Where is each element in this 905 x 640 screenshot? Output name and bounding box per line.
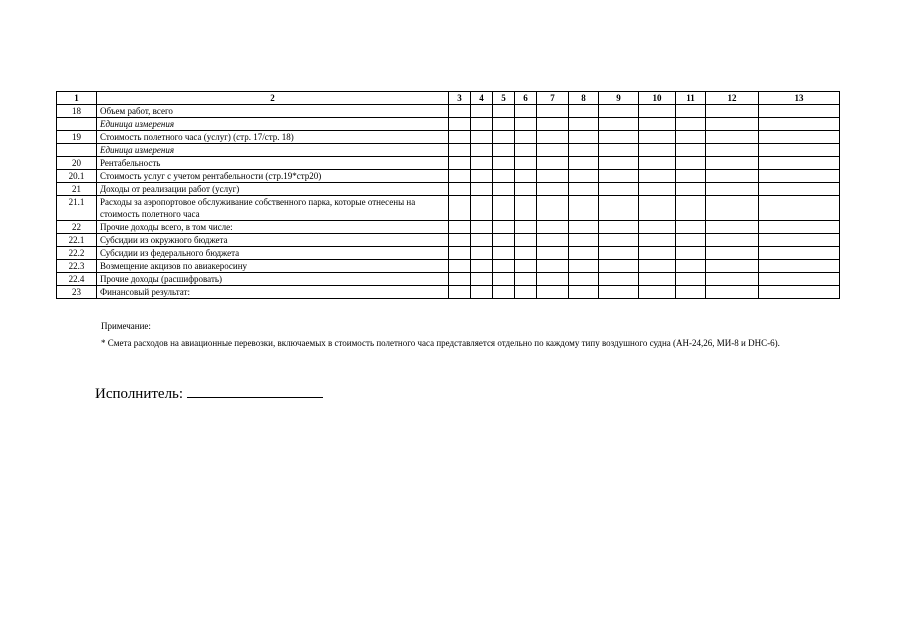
value-cell[interactable] <box>449 273 471 286</box>
value-cell[interactable] <box>569 105 599 118</box>
value-cell[interactable] <box>706 221 759 234</box>
row-label: Прочие доходы всего, в том числе: <box>97 221 449 234</box>
value-cell[interactable] <box>493 131 515 144</box>
value-cell[interactable] <box>706 273 759 286</box>
row-number: 19 <box>57 131 97 144</box>
value-cell[interactable] <box>493 105 515 118</box>
row-label: Расходы за аэропортовое обслуживание собственного парка, которые отнесены на стоимость полетного часа <box>97 196 449 221</box>
column-header: 5 <box>493 92 515 105</box>
value-cell[interactable] <box>759 183 840 196</box>
value-cell[interactable] <box>706 286 759 299</box>
column-header: 12 <box>706 92 759 105</box>
value-cell[interactable] <box>537 196 569 221</box>
row-number: 22.2 <box>57 247 97 260</box>
value-cell[interactable] <box>471 144 493 157</box>
table-row <box>57 286 840 299</box>
value-cell[interactable] <box>471 157 493 170</box>
executor-signature <box>95 383 323 403</box>
value-cell[interactable] <box>471 234 493 247</box>
value-cell[interactable] <box>759 260 840 273</box>
value-cell[interactable] <box>515 286 537 299</box>
value-cell[interactable] <box>515 157 537 170</box>
value-cell[interactable] <box>676 144 706 157</box>
value-cell[interactable] <box>706 170 759 183</box>
column-header: 9 <box>599 92 639 105</box>
value-cell[interactable] <box>599 286 639 299</box>
row-number: 23 <box>57 286 97 299</box>
row-number: 22.3 <box>57 260 97 273</box>
value-cell[interactable] <box>493 183 515 196</box>
value-cell[interactable] <box>759 144 840 157</box>
value-cell[interactable] <box>493 247 515 260</box>
value-cell[interactable] <box>471 170 493 183</box>
value-cell[interactable] <box>515 170 537 183</box>
row-label: Субсидии из федерального бюджета <box>97 247 449 260</box>
value-cell[interactable] <box>759 286 840 299</box>
value-cell[interactable] <box>639 273 676 286</box>
value-cell[interactable] <box>759 234 840 247</box>
column-header: 6 <box>515 92 537 105</box>
value-cell[interactable] <box>676 286 706 299</box>
column-header: 1 <box>57 92 97 105</box>
value-cell[interactable] <box>676 260 706 273</box>
value-cell[interactable] <box>449 131 471 144</box>
value-cell[interactable] <box>706 247 759 260</box>
column-header: 7 <box>537 92 569 105</box>
value-cell[interactable] <box>639 105 676 118</box>
value-cell[interactable] <box>537 118 569 131</box>
signature-line[interactable] <box>187 383 323 398</box>
table-row <box>57 157 840 170</box>
value-cell[interactable] <box>537 131 569 144</box>
estimate-table <box>56 91 840 299</box>
value-cell[interactable] <box>449 286 471 299</box>
value-cell[interactable] <box>515 234 537 247</box>
row-label: Рентабельность <box>97 157 449 170</box>
value-cell[interactable] <box>676 196 706 221</box>
value-cell[interactable] <box>537 144 569 157</box>
value-cell[interactable] <box>639 118 676 131</box>
value-cell[interactable] <box>449 183 471 196</box>
column-header: 11 <box>676 92 706 105</box>
value-cell[interactable] <box>449 170 471 183</box>
value-cell[interactable] <box>706 118 759 131</box>
value-cell[interactable] <box>569 144 599 157</box>
value-cell[interactable] <box>449 118 471 131</box>
value-cell[interactable] <box>639 260 676 273</box>
value-cell[interactable] <box>639 183 676 196</box>
value-cell[interactable] <box>676 118 706 131</box>
value-cell[interactable] <box>569 221 599 234</box>
value-cell[interactable] <box>537 247 569 260</box>
value-cell[interactable] <box>515 118 537 131</box>
value-cell[interactable] <box>599 157 639 170</box>
value-cell[interactable] <box>449 260 471 273</box>
value-cell[interactable] <box>676 221 706 234</box>
table-row <box>57 131 840 144</box>
value-cell[interactable] <box>639 221 676 234</box>
table-row <box>57 234 840 247</box>
value-cell[interactable] <box>449 105 471 118</box>
row-number <box>57 144 97 157</box>
note-text: * Смета расходов на авиационные перевозки, включаемых в стоимость полетного часа представляется отдельно по каждому типу воздушного судна (АН-24,26, МИ-8 и DHC-6). <box>101 338 780 348</box>
value-cell[interactable] <box>449 221 471 234</box>
value-cell[interactable] <box>676 131 706 144</box>
column-header: 3 <box>449 92 471 105</box>
note-title: Примечание: <box>101 321 151 331</box>
row-label: Субсидии из окружного бюджета <box>97 234 449 247</box>
table-row <box>57 118 840 131</box>
value-cell[interactable] <box>515 105 537 118</box>
value-cell[interactable] <box>599 247 639 260</box>
value-cell[interactable] <box>493 170 515 183</box>
value-cell[interactable] <box>676 105 706 118</box>
value-cell[interactable] <box>706 105 759 118</box>
value-cell[interactable] <box>599 118 639 131</box>
value-cell[interactable] <box>471 247 493 260</box>
table-row <box>57 170 840 183</box>
value-cell[interactable] <box>676 234 706 247</box>
value-cell[interactable] <box>569 183 599 196</box>
value-cell[interactable] <box>706 144 759 157</box>
value-cell[interactable] <box>599 221 639 234</box>
table-row <box>57 221 840 234</box>
row-number: 21.1 <box>57 196 97 221</box>
value-cell[interactable] <box>471 273 493 286</box>
value-cell[interactable] <box>759 157 840 170</box>
value-cell[interactable] <box>676 247 706 260</box>
row-label: Финансовый результат: <box>97 286 449 299</box>
row-label: Прочие доходы (расшифровать) <box>97 273 449 286</box>
value-cell[interactable] <box>537 273 569 286</box>
value-cell[interactable] <box>639 157 676 170</box>
value-cell[interactable] <box>706 260 759 273</box>
row-label: Стоимость услуг с учетом рентабельности (стр.19*стр20) <box>97 170 449 183</box>
value-cell[interactable] <box>471 286 493 299</box>
row-number: 22 <box>57 221 97 234</box>
value-cell[interactable] <box>471 260 493 273</box>
row-label: Объем работ, всего <box>97 105 449 118</box>
row-label: Доходы от реализации работ (услуг) <box>97 183 449 196</box>
value-cell[interactable] <box>493 260 515 273</box>
value-cell[interactable] <box>569 260 599 273</box>
value-cell[interactable] <box>676 170 706 183</box>
value-cell[interactable] <box>569 273 599 286</box>
value-cell[interactable] <box>639 144 676 157</box>
value-cell[interactable] <box>471 196 493 221</box>
value-cell[interactable] <box>493 157 515 170</box>
row-number: 22.4 <box>57 273 97 286</box>
table-body <box>57 105 840 299</box>
value-cell[interactable] <box>706 183 759 196</box>
value-cell[interactable] <box>759 170 840 183</box>
value-cell[interactable] <box>599 260 639 273</box>
value-cell[interactable] <box>537 286 569 299</box>
value-cell[interactable] <box>537 260 569 273</box>
value-cell[interactable] <box>569 157 599 170</box>
value-cell[interactable] <box>569 118 599 131</box>
value-cell[interactable] <box>639 131 676 144</box>
value-cell[interactable] <box>759 247 840 260</box>
value-cell[interactable] <box>569 170 599 183</box>
row-number: 21 <box>57 183 97 196</box>
value-cell[interactable] <box>569 196 599 221</box>
value-cell[interactable] <box>493 118 515 131</box>
table-row <box>57 247 840 260</box>
value-cell[interactable] <box>449 157 471 170</box>
value-cell[interactable] <box>515 131 537 144</box>
value-cell[interactable] <box>759 118 840 131</box>
value-cell[interactable] <box>493 196 515 221</box>
value-cell[interactable] <box>449 247 471 260</box>
value-cell[interactable] <box>639 286 676 299</box>
row-label: Единица измерения <box>97 144 449 157</box>
executor-label: Исполнитель: <box>95 386 184 402</box>
row-number: 20 <box>57 157 97 170</box>
value-cell[interactable] <box>471 131 493 144</box>
row-number: 18 <box>57 105 97 118</box>
value-cell[interactable] <box>639 234 676 247</box>
value-cell[interactable] <box>569 234 599 247</box>
value-cell[interactable] <box>599 105 639 118</box>
value-cell[interactable] <box>449 234 471 247</box>
value-cell[interactable] <box>706 131 759 144</box>
value-cell[interactable] <box>676 183 706 196</box>
value-cell[interactable] <box>493 144 515 157</box>
value-cell[interactable] <box>537 170 569 183</box>
row-number: 20.1 <box>57 170 97 183</box>
value-cell[interactable] <box>449 196 471 221</box>
value-cell[interactable] <box>471 105 493 118</box>
value-cell[interactable] <box>639 170 676 183</box>
value-cell[interactable] <box>537 221 569 234</box>
value-cell[interactable] <box>676 157 706 170</box>
value-cell[interactable] <box>676 273 706 286</box>
table-row <box>57 196 840 221</box>
value-cell[interactable] <box>493 273 515 286</box>
value-cell[interactable] <box>493 286 515 299</box>
value-cell[interactable] <box>515 196 537 221</box>
value-cell[interactable] <box>515 144 537 157</box>
value-cell[interactable] <box>706 234 759 247</box>
table-row <box>57 273 840 286</box>
row-label: Возмещение акцизов по авиакеросину <box>97 260 449 273</box>
value-cell[interactable] <box>537 234 569 247</box>
column-header: 13 <box>759 92 840 105</box>
value-cell[interactable] <box>759 131 840 144</box>
value-cell[interactable] <box>493 221 515 234</box>
header-row <box>57 92 840 105</box>
value-cell[interactable] <box>471 221 493 234</box>
value-cell[interactable] <box>599 170 639 183</box>
table-row <box>57 105 840 118</box>
value-cell[interactable] <box>759 196 840 221</box>
value-cell[interactable] <box>639 247 676 260</box>
value-cell[interactable] <box>515 247 537 260</box>
value-cell[interactable] <box>759 273 840 286</box>
value-cell[interactable] <box>599 234 639 247</box>
value-cell[interactable] <box>537 105 569 118</box>
value-cell[interactable] <box>759 221 840 234</box>
value-cell[interactable] <box>569 286 599 299</box>
value-cell[interactable] <box>493 234 515 247</box>
value-cell[interactable] <box>599 273 639 286</box>
column-header: 2 <box>97 92 449 105</box>
value-cell[interactable] <box>449 144 471 157</box>
value-cell[interactable] <box>515 273 537 286</box>
value-cell[interactable] <box>639 196 676 221</box>
value-cell[interactable] <box>599 144 639 157</box>
row-number <box>57 118 97 131</box>
value-cell[interactable] <box>537 183 569 196</box>
value-cell[interactable] <box>759 105 840 118</box>
row-label: Единица измерения <box>97 118 449 131</box>
column-header: 8 <box>569 92 599 105</box>
value-cell[interactable] <box>471 183 493 196</box>
value-cell[interactable] <box>471 118 493 131</box>
value-cell[interactable] <box>599 183 639 196</box>
row-number: 22.1 <box>57 234 97 247</box>
column-header: 10 <box>639 92 676 105</box>
value-cell[interactable] <box>537 157 569 170</box>
table-row <box>57 144 840 157</box>
table-row <box>57 260 840 273</box>
value-cell[interactable] <box>706 157 759 170</box>
value-cell[interactable] <box>515 183 537 196</box>
table-row <box>57 183 840 196</box>
value-cell[interactable] <box>569 131 599 144</box>
value-cell[interactable] <box>599 131 639 144</box>
column-header: 4 <box>471 92 493 105</box>
value-cell[interactable] <box>599 196 639 221</box>
value-cell[interactable] <box>515 260 537 273</box>
value-cell[interactable] <box>706 196 759 221</box>
value-cell[interactable] <box>515 221 537 234</box>
row-label: Стоимость полетного часа (услуг) (стр. 17/стр. 18) <box>97 131 449 144</box>
value-cell[interactable] <box>569 247 599 260</box>
